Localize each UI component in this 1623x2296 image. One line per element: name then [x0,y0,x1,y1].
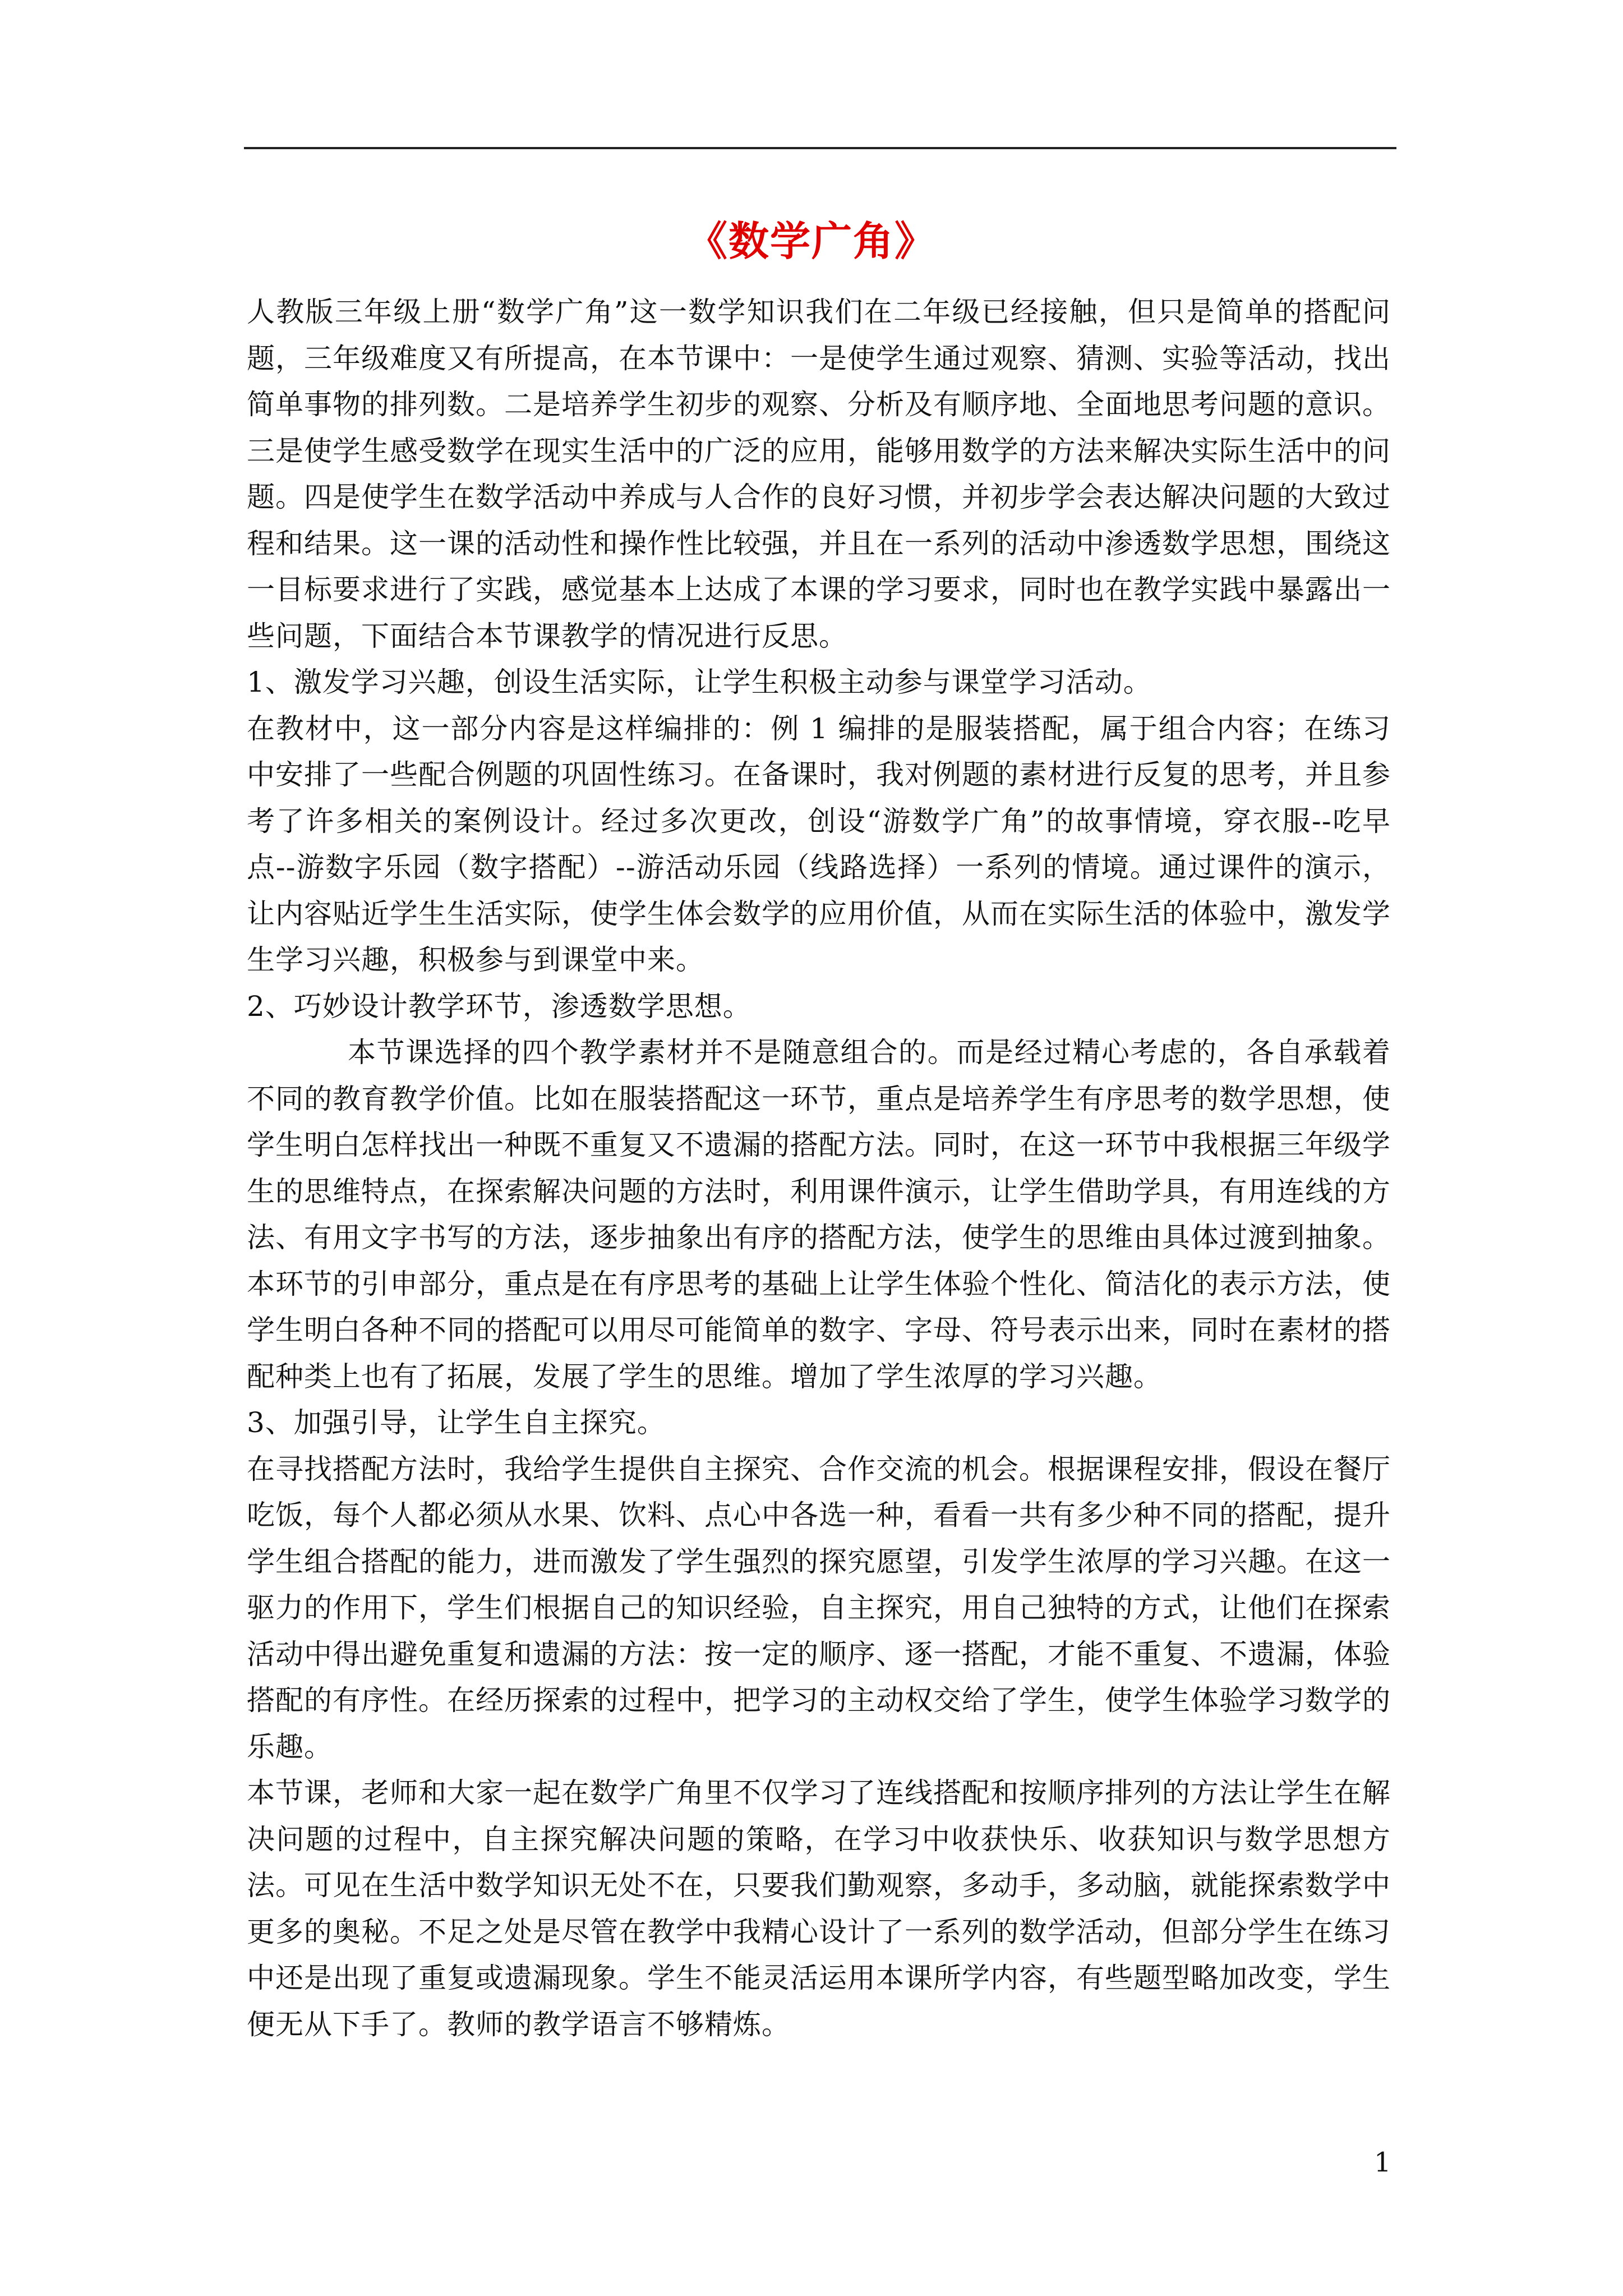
paragraph-conclusion: 本节课，老师和大家一起在数学广角里不仅学习了连线搭配和按顺序排列的方法让学生在解决问题的过程中，自主探究解决问题的策略，在学习中收获快乐、收获知识与数学思想方法。可见在生活中数学知识无处不在，只要我们勤观察，多动手，多动脑，就能探索数学中更多的奥秘。不足之处是尽管在教学中我精心设计了一系列的数学活动，但部分学生在练习中还是出现了重复或遗漏现象。学生不能灵活运用本课所学内容，有些题型略加改变，学生便无从下手了。教师的教学语言不够精炼。 [247,1777,1391,2041]
paragraph-section-2: 本节课选择的四个教学素材并不是随意组合的。而是经过精心考虑的，各自承载着不同的教育教学价值。比如在服装搭配这一环节，重点是培养学生有序思考的数学思想，使学生明白怎样找出一种既不重复又不遗漏的搭配方法。同时，在这一环节中我根据三年级学生的思维特点，在探索解决问题的方法时，利用课件演示，让学生借助学具，有用连线的方法、有用文字书写的方法，逐步抽象出有序的搭配方法，使学生的思维由具体过渡到抽象。本环节的引申部分，重点是在有序思考的基础上让学生体验个性化、简洁化的表示方法，使学生明白各种不同的搭配可以用尽可能简单的数字、字母、符号表示出来，同时在素材的搭配种类上也有了拓展，发展了学生的思维。增加了学生浓厚的学习兴趣。 [247,1036,1391,1393]
paragraph-section-1: 在教材中，这一部分内容是这样编排的：例 1 编排的是服装搭配，属于组合内容；在练习中安排了一些配合例题的巩固性练习。在备课时，我对例题的素材进行反复的思考，并且参考了许多相关的案例设计。经过多次更改，创设“游数学广角”的故事情境，穿衣服--吃早点--游数字乐园（数字搭配）--游活动乐园（线路选择）一系列的情境。通过课件的演示，让内容贴近学生生活实际，使学生体会数学的应用价值，从而在实际生活的体验中，激发学生学习兴趣，积极参与到课堂中来。 [247,712,1391,976]
paragraph-intro: 人教版三年级上册“数学广角”这一数学知识我们在二年级已经接触，但只是简单的搭配问题，三年级难度又有所提高，在本节课中：一是使学生通过观察、猜测、实验等活动，找出简单事物的排列数。二是培养学生初步的观察、分析及有顺序地、全面地思考问题的意识。三是使学生感受数学在现实生活中的广泛的应用，能够用数学的方法来解决实际生活中的问题。四是使学生在数学活动中养成与人合作的良好习惯，并初步学会表达解决问题的大致过程和结果。这一课的活动性和操作性比较强，并且在一系列的活动中渗透数学思想，围绕这一目标要求进行了实践，感觉基本上达成了本课的学习要求，同时也在教学实践中暴露出一些问题，下面结合本节课教学的情况进行反思。 [247,296,1391,652]
paragraph-section-3: 在寻找搭配方法时，我给学生提供自主探究、合作交流的机会。根据课程安排，假设在餐厅吃饭，每个人都必须从水果、饮料、点心中各选一种，看看一共有多少种不同的搭配，提升学生组合搭配的能力，进而激发了学生强烈的探究愿望，引发学生浓厚的学习兴趣。在这一驱力的作用下，学生们根据自己的知识经验，自主探究，用自己独特的方式，让他们在探索活动中得出避免重复和遗漏的方法：按一定的顺序、逐一搭配，才能不重复、不遗漏，体验搭配的有序性。在经历探索的过程中，把学习的主动权交给了学生，使学生体验学习数学的乐趣。 [247,1452,1391,1763]
document-body [247,289,1391,2047]
section-heading-3: 3、加强引导，让学生自主探究。 [247,1406,666,1439]
section-heading-2: 2、巧妙设计教学环节，渗透数学思想。 [247,990,751,1023]
page-number: 1 [1374,2147,1391,2178]
header-rule [244,147,1396,149]
document-title: 《数学广角》 [686,217,936,265]
section-heading-1: 1、激发学习兴趣，创设生活实际，让学生积极主动参与课堂学习活动。 [247,666,1152,698]
